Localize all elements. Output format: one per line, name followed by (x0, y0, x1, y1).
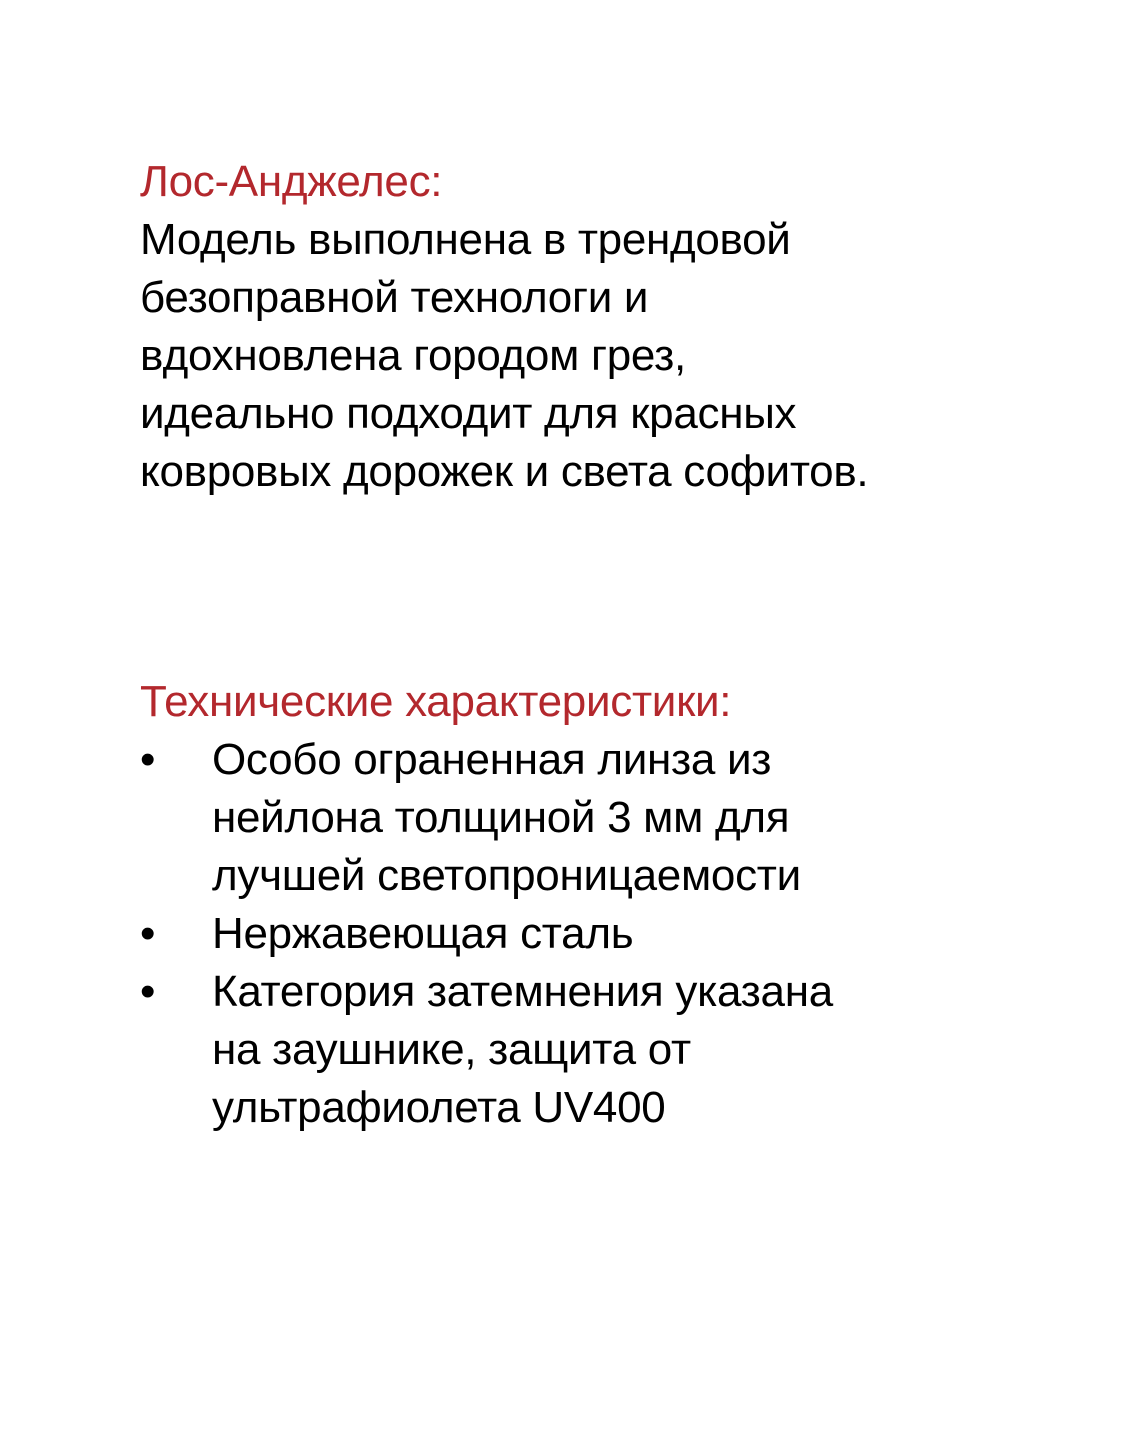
bullet-icon: • (140, 967, 156, 1016)
specs-section (140, 673, 1040, 1137)
spec-line: лучшей светопроницаемости (212, 851, 801, 900)
los-angeles-section (140, 153, 1040, 501)
description-line: безоправной технологи и (140, 273, 649, 322)
spec-line: нейлона толщиной 3 мм для (212, 793, 790, 842)
los-angeles-heading: Лос-Анджелес: (140, 157, 443, 206)
description-line: ковровых дорожек и света софитов. (140, 447, 869, 496)
spec-item-uv-protection (140, 963, 1040, 1137)
bullet-icon: • (140, 909, 156, 958)
los-angeles-description (140, 211, 1040, 501)
description-line: идеально подходит для красных (140, 389, 797, 438)
spec-item-lens (140, 731, 1040, 905)
description-line: Модель выполнена в трендовой (140, 215, 791, 264)
spec-item-steel (140, 905, 1040, 963)
spec-line: Нержавеющая сталь (212, 909, 634, 958)
spec-line: Особо ограненная линза из (212, 735, 772, 784)
spec-line: ультрафиолета UV400 (212, 1083, 666, 1132)
specs-heading: Технические характеристики: (140, 677, 732, 726)
spec-line: на заушнике, защита от (212, 1025, 691, 1074)
specs-list (140, 731, 1040, 1137)
description-line: вдохновлена городом грез, (140, 331, 686, 380)
bullet-icon: • (140, 735, 156, 784)
spec-line: Категория затемнения указана (212, 967, 833, 1016)
